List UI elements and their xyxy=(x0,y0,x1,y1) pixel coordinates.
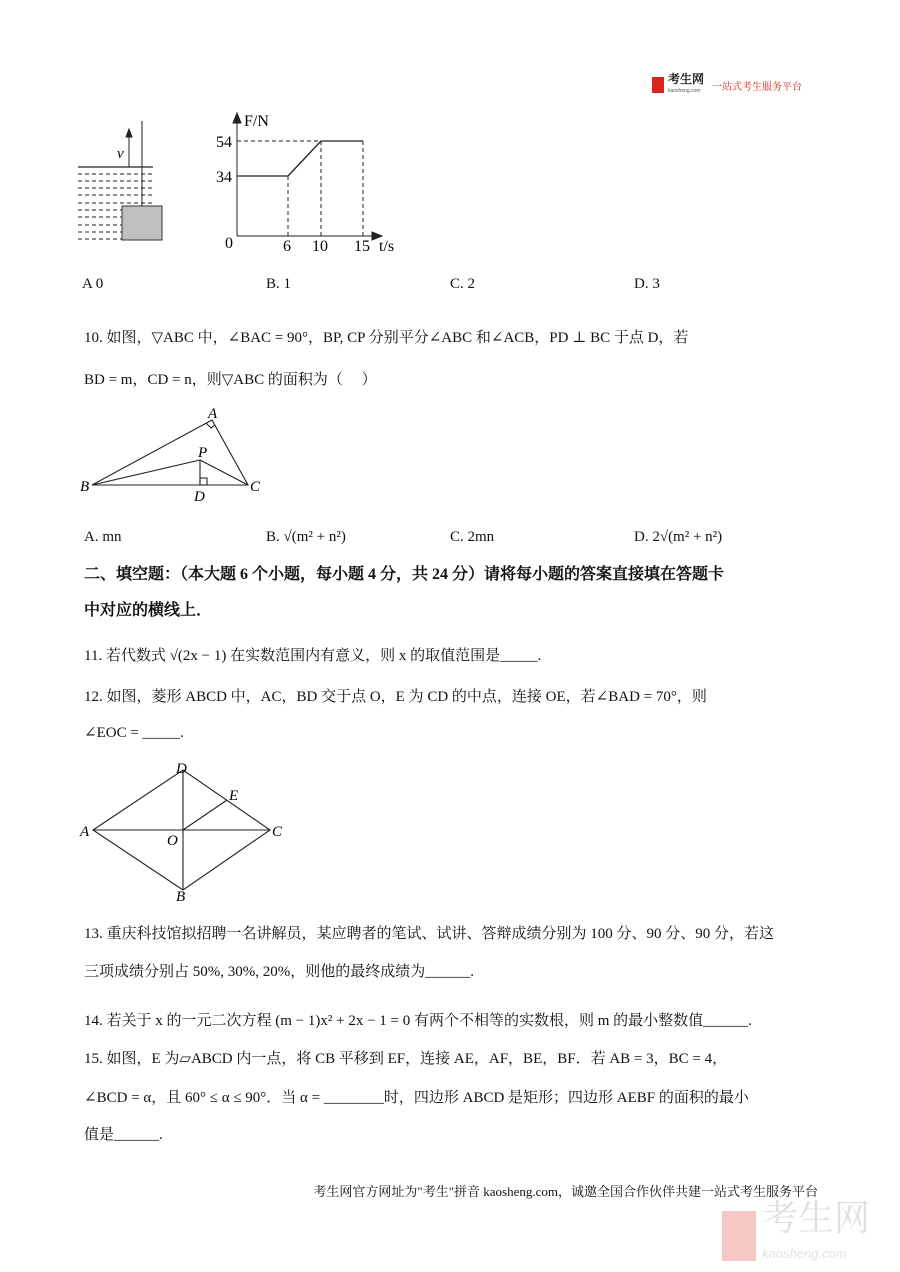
q9-option-a: A 0 xyxy=(82,276,104,292)
velocity-label: v xyxy=(117,146,124,162)
q10-option-a: A. mn xyxy=(84,529,122,545)
origin-label: 0 xyxy=(225,235,233,252)
logo-icon xyxy=(652,77,664,93)
logo-domain: kaosheng.com xyxy=(668,88,701,94)
q15-line: 值是______. xyxy=(84,1127,163,1143)
watermark-logo-icon xyxy=(722,1211,756,1261)
q9-option-b: B. 1 xyxy=(266,276,292,292)
y-axis-label: F/N xyxy=(244,113,269,130)
q10-line: BD = m，CD = n，则▽ABC 的面积为（ ） xyxy=(84,372,377,388)
q9-option-c: C. 2 xyxy=(450,276,476,292)
q10-option-c: C. 2mn xyxy=(450,529,495,545)
water-tank xyxy=(78,121,162,240)
point-label-a: A xyxy=(208,406,218,422)
site-logo xyxy=(652,73,802,97)
watermark xyxy=(722,1197,871,1272)
graph-segment xyxy=(288,141,321,176)
point-label-a: A xyxy=(80,824,90,840)
q9-figure xyxy=(0,0,420,270)
q12-line: 12. 如图，菱形 ABCD 中，AC，BD 交于点 O，E 为 CD 的中点，连接 OE，若∠BAD = 70°，则 xyxy=(84,689,707,705)
logo-slogan: 一站式考生服务平台 xyxy=(712,81,803,93)
section-heading: 中对应的横线上． xyxy=(84,602,213,619)
point-label-b: B xyxy=(176,889,186,905)
y-tick: 54 xyxy=(216,134,232,151)
x-tick: 10 xyxy=(312,238,328,255)
watermark-domain: kaosheng.com xyxy=(762,1246,847,1261)
point-label-c: C xyxy=(272,824,283,840)
q10-option-b: B. √(m² + n²) xyxy=(266,529,346,545)
section-heading: 二、填空题：（本大题 6 个小题，每小题 4 分，共 24 分）请将每小题的答案直接填在答题卡 xyxy=(84,566,725,583)
q12-rhombus-figure xyxy=(75,755,295,905)
q14-line: 14. 若关于 x 的一元二次方程 (m − 1)x² + 2x − 1 = 0 有两个不相等的实数根，则 m 的最小整数值______. xyxy=(84,1013,752,1029)
point-label-c: C xyxy=(250,479,261,495)
point-label-e: E xyxy=(229,788,239,804)
y-tick: 34 xyxy=(216,169,232,186)
point-label-d: D xyxy=(194,489,205,505)
footer-text: 考生网官方网址为"考生"拼音 kaosheng.com，诚邀全国合作伙伴共建一站式考生服务平台 xyxy=(313,1184,818,1199)
q9-option-d: D. 3 xyxy=(634,276,660,292)
q15-line: ∠BCD = α，且 60° ≤ α ≤ 90°．当 α = ________时，四边形 ABCD 是矩形；四边形 AEBF 的面积的最小 xyxy=(84,1090,749,1106)
q10-triangle-figure xyxy=(70,400,280,510)
q13-line: 13. 重庆科技馆拟招聘一名讲解员，某应聘者的笔试、试讲、答辩成绩分别为 100 分、90 分、90 分，若这 xyxy=(84,926,775,942)
x-tick: 15 xyxy=(354,238,370,255)
q10-line: 10. 如图，▽ABC 中，∠BAC = 90°，BP, CP 分别平分∠ABC 和∠ACB，PD ⊥ BC 于点 D，若 xyxy=(84,330,689,346)
x-tick: 6 xyxy=(283,238,291,255)
q11-line: 11. 若代数式 √(2x − 1) 在实数范围内有意义，则 x 的取值范围是_____. xyxy=(84,648,542,664)
logo-brand: 考生网 xyxy=(668,72,705,86)
watermark-text: 考生网 xyxy=(762,1197,871,1238)
q15-line: 15. 如图，E 为▱ABCD 内一点，将 CB 平移到 EF，连接 AE，AF，BE，BF．若 AB = 3，BC = 4， xyxy=(84,1051,728,1067)
point-label-o: O xyxy=(167,833,178,849)
x-axis-label: t/s xyxy=(379,238,395,255)
q13-line: 三项成绩分别占 50%, 30%, 20%，则他的最终成绩为______. xyxy=(84,964,474,980)
q10-option-d: D. 2√(m² + n²) xyxy=(634,529,723,545)
point-label-d: D xyxy=(176,761,187,777)
point-label-p: P xyxy=(198,445,208,461)
submerged-block xyxy=(122,206,162,240)
point-label-b: B xyxy=(80,479,90,495)
q12-line: ∠EOC = _____. xyxy=(84,725,184,741)
force-time-graph xyxy=(233,113,382,240)
